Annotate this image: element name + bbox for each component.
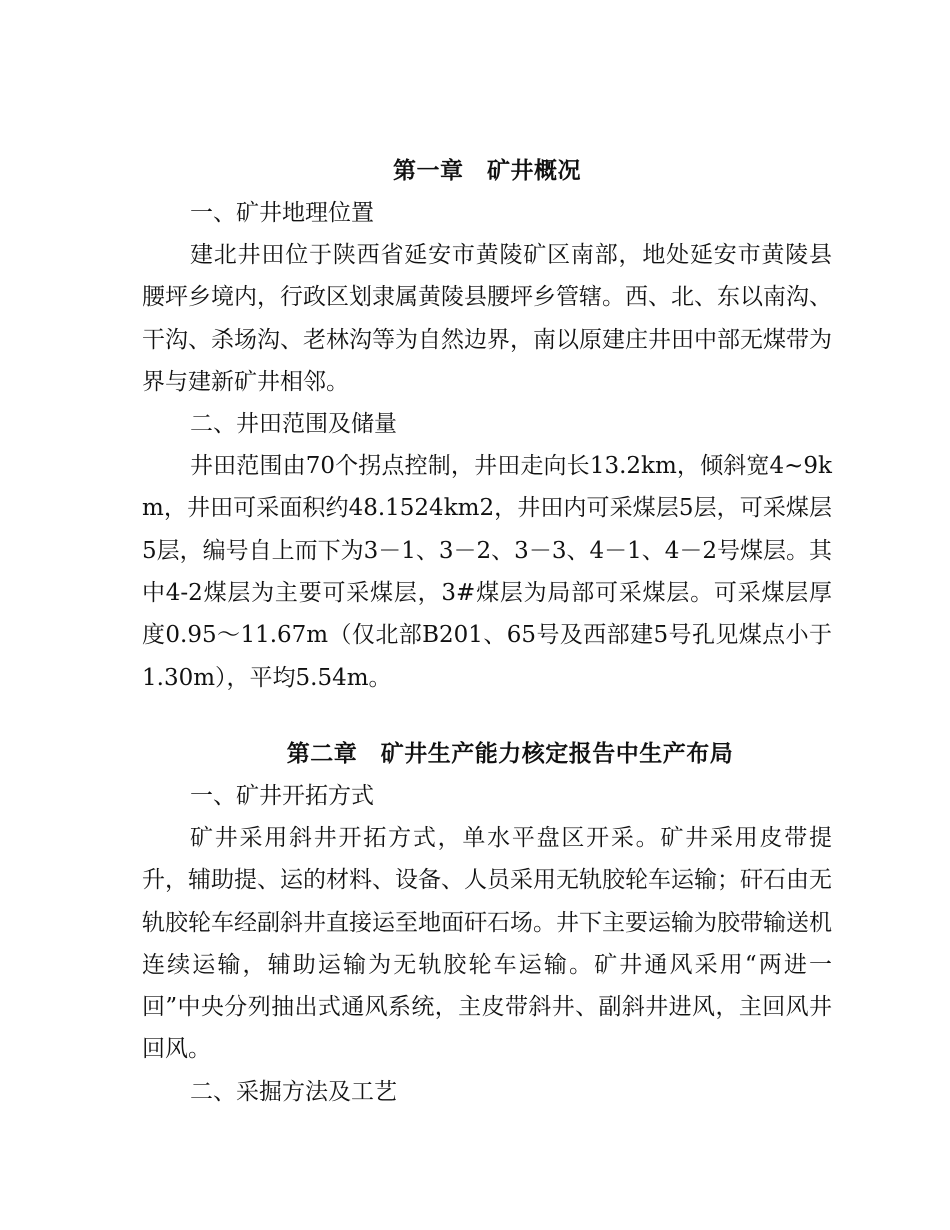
paragraph-development-method: 矿井采用斜井开拓方式，单水平盘区开采。矿井采用皮带提升，辅助提、运的材料、设备、人员采用无轨胶轮车运输；矸石由无轨胶轮车经副斜井直接运至地面矸石场。井下主要运输为胶带输送机连续运输，辅助运输为无轨胶轮车运输。矿井通风采用“两进一回”中央分列抽出式通风系统，主皮带斜井、副斜井进风，主回风井回风。 [142, 824, 832, 1063]
chapter-2-title: 第二章 矿井生产能力核定报告中生产布局 [286, 739, 734, 767]
section-heading-development-method: 一、矿井开拓方式 [190, 782, 374, 809]
paragraph-mine-location: 建北井田位于陕西省延安市黄陵矿区南部，地处延安市黄陵县腰坪乡境内，行政区划隶属黄陵县腰坪乡管辖。西、北、东以南沟、干沟、杀场沟、老林沟等为自然边界，南以原建庄井田中部无煤带为界与建新矿井相邻。 [142, 242, 832, 395]
section-heading-mine-location: 一、矿井地理位置 [190, 200, 374, 226]
section-heading-field-range-reserves: 二、井田范围及储量 [190, 411, 397, 438]
document-page [142, 150, 832, 1113]
section-heading-mining-methods: 二、采掘方法及工艺 [190, 1078, 397, 1105]
chapter-1-title: 第一章 矿井概况 [393, 157, 581, 184]
paragraph-field-range-reserves: 井田范围由70个拐点控制，井田走向长13.2km，倾斜宽4~9km，井田可采面积约48.1524km2，井田内可采煤层5层，可采煤层5层，编号自上而下为3－1、3－2、3－3、4－1、4－2号煤层。其中4-2煤层为主要可采煤层，3#煤层为局部可采煤层。可采煤层厚度0.95～11.67m（仅北部B201、65号及西部建5号孔见煤点小于1.30m），平均5.54m。 [142, 453, 832, 691]
